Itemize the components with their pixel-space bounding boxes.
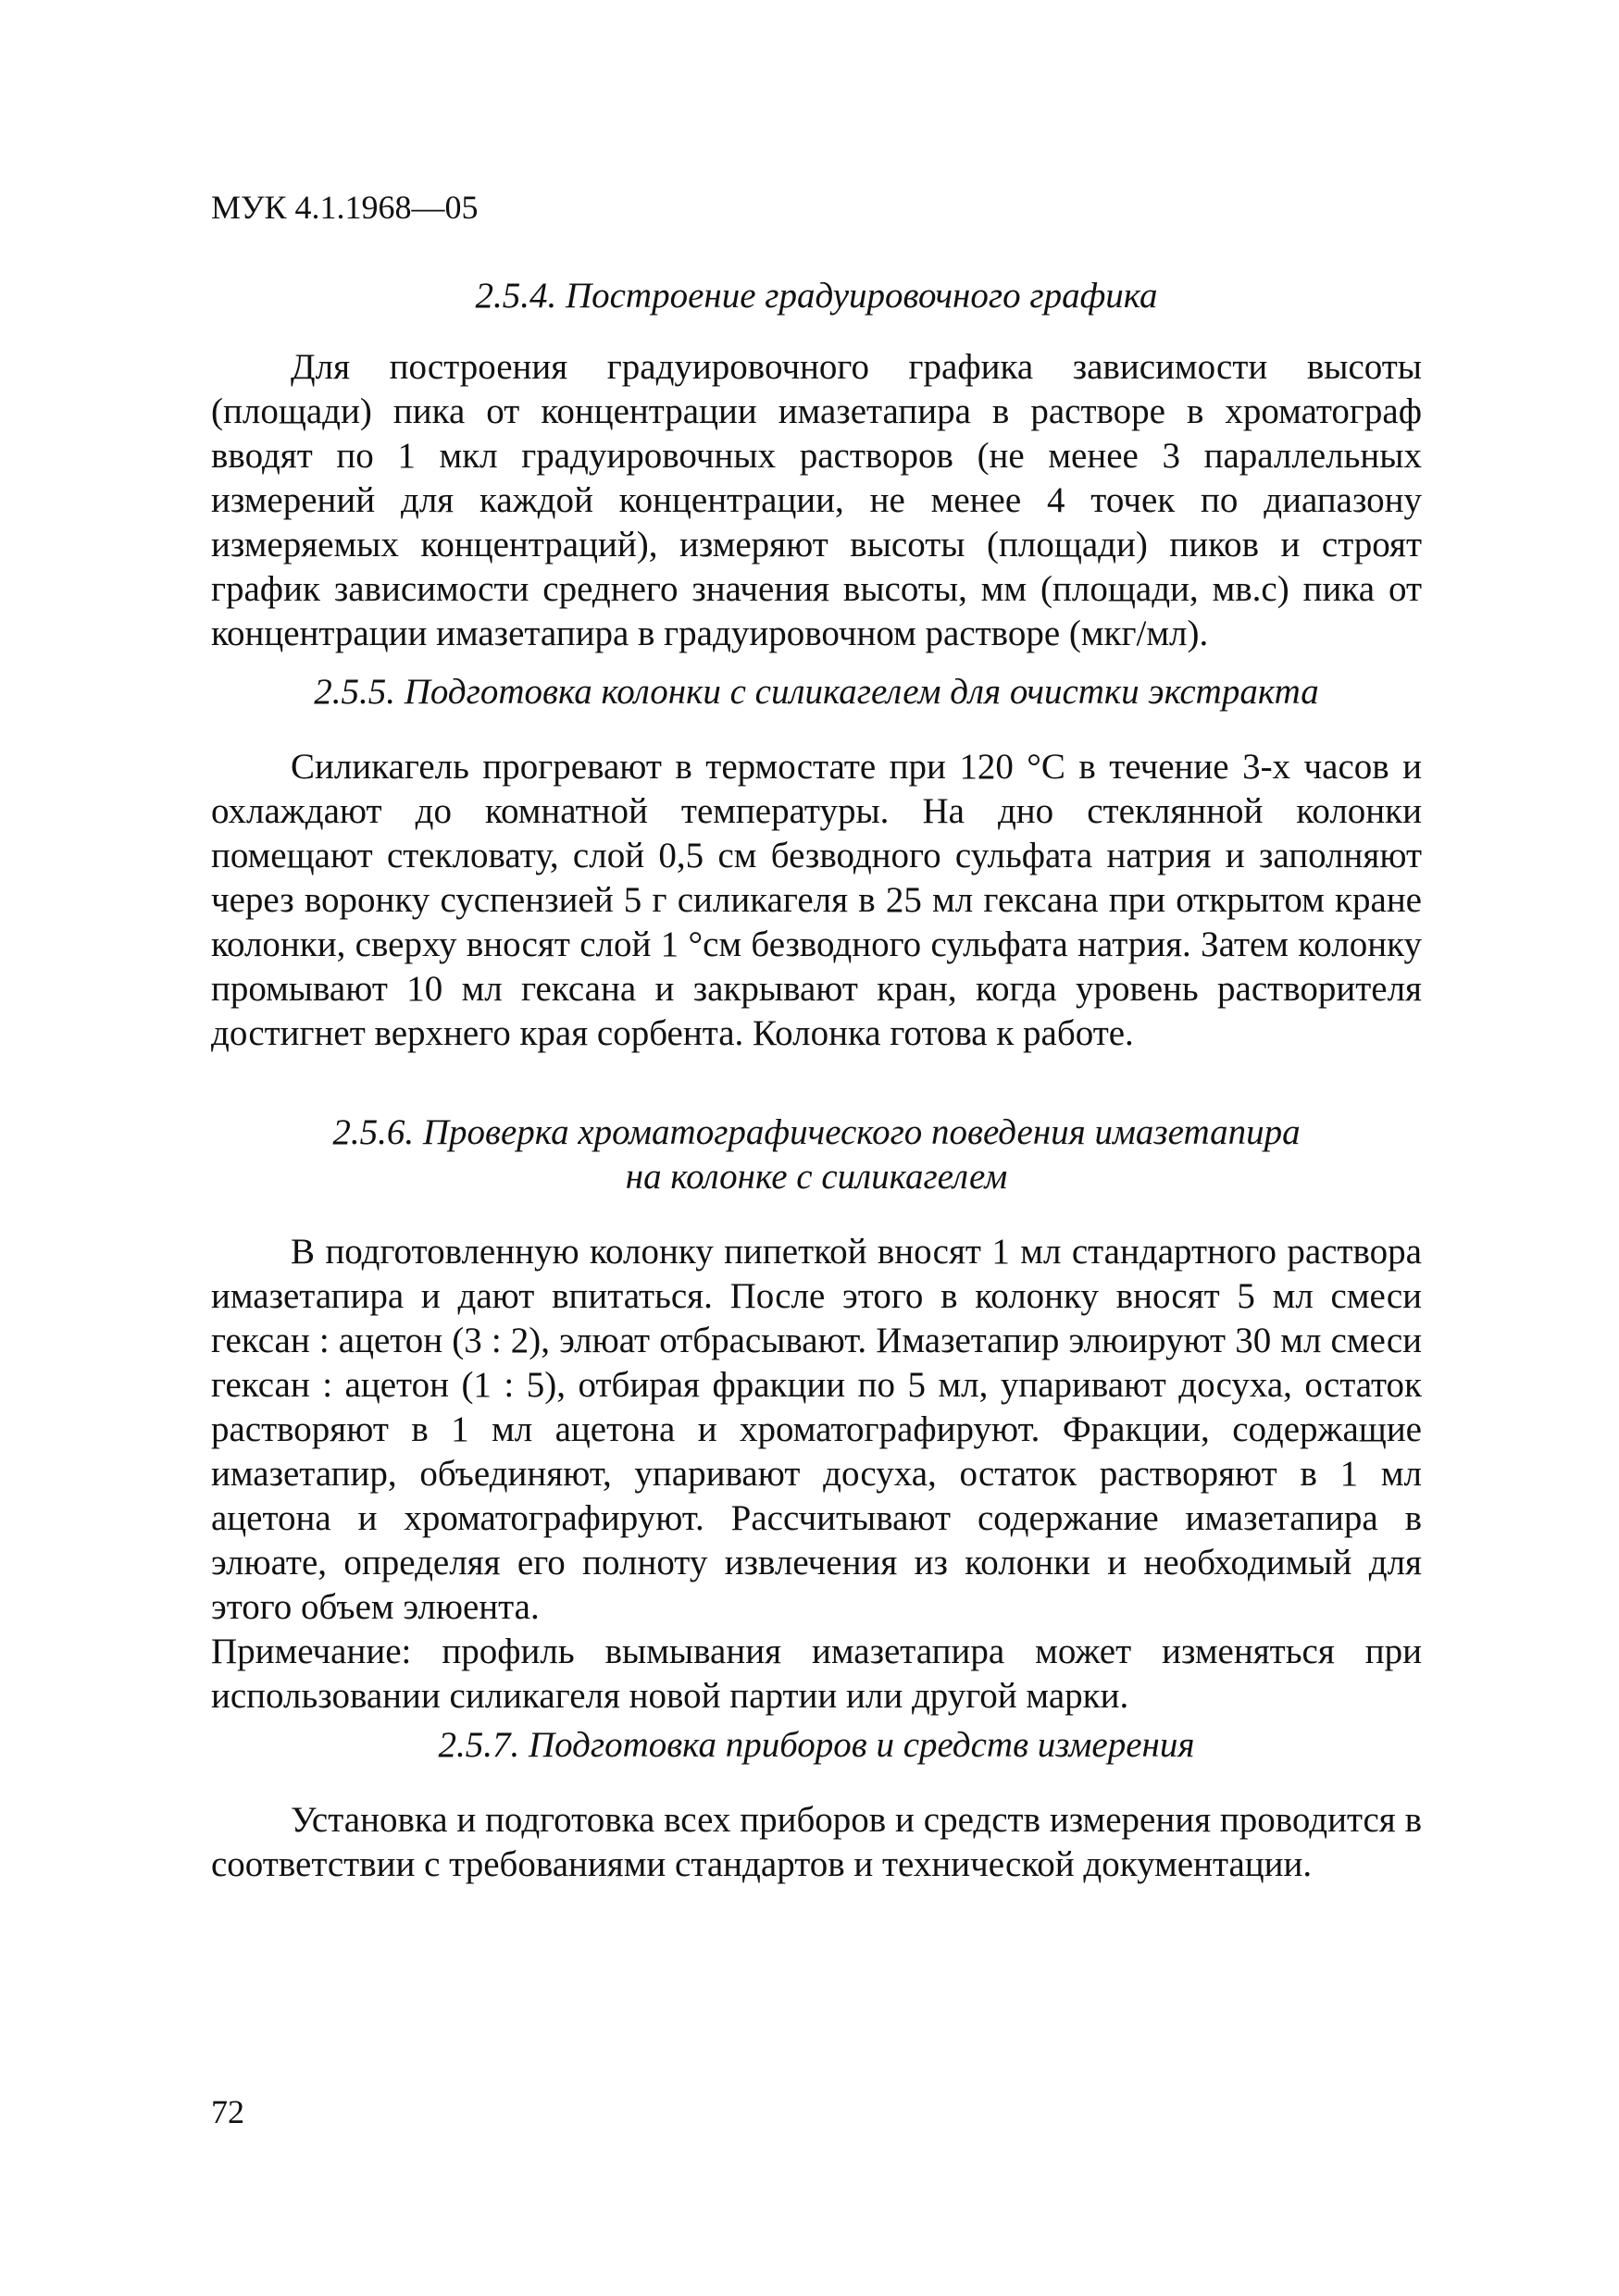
- section-2-5-4: [211, 274, 1422, 656]
- page-number: 72: [211, 2093, 244, 2130]
- section-heading-2-5-6: [211, 1111, 1422, 1199]
- section-2-5-7: [211, 1723, 1422, 1887]
- section-text-2-5-6: В подготовленную колонку пипеткой вносят 1 мл стандартного раствора имазетапира и дают впитаться. После этого в колонку вносят 5 мл смеси гексан : ацетон (3 : 2), элюат отбрасывают. Имазетапир элюируют 30 мл смеси гексан : ацетон (1 : 5), отбирая фракции по 5 мл, упаривают досуха, остаток растворяют в 1 мл ацетона и хроматографируют. Фракции, содержащие имазетапир, объединяют, упаривают досуха, остаток растворяют в 1 мл ацетона и хроматографируют. Рассчитывают содержание имазетапира в элюате, определяя его полноту извлечения из колонки и необходимый для этого объем элюента.: [211, 1232, 1422, 1627]
- section-heading-2-5-4: 2.5.4. Построение градуировочного графика: [475, 276, 1158, 316]
- section-note-2-5-6: Примечание: профиль вымывания имазетапира может изменяться при использовании силикагеля новой партии или другой марки.: [211, 1632, 1422, 1716]
- document-code: МУК 4.1.1968—05: [211, 189, 479, 226]
- section-heading-2-5-6-line1: 2.5.6. Проверка хроматографического поведения имазетапира: [332, 1112, 1301, 1152]
- section-2-5-5: [211, 670, 1422, 1056]
- section-text-2-5-5: Силикагель прогревают в термостате при 120 °С в течение 3-х часов и охлаждают до комнатной температуры. На дно стеклянной колонки помещают стекловату, слой 0,5 см безводного сульфата натрия и заполняют через воронку суспензией 5 г силикагеля в 25 мл гексана при открытом кране колонки, сверху вносят слой 1 °см безводного сульфата натрия. Затем колонку промывают 10 мл гексана и закрывают кран, когда уровень растворителя достигнет верхнего края сорбента. Колонка готова к работе.: [211, 747, 1422, 1053]
- section-heading-2-5-6-line2: на колонке с силикагелем: [625, 1157, 1008, 1197]
- section-text-2-5-7: Установка и подготовка всех приборов и средств измерения проводится в соответствии с требованиями стандартов и технической документации.: [211, 1800, 1422, 1884]
- section-text-2-5-4: Для построения градуировочного графика зависимости высоты (площади) пика от концентрации имазетапира в растворе в хроматограф вводят по 1 мкл градуировочных растворов (не менее 3 параллельных измерений для каждой концентрации, не менее 4 точек по диапазону измеряемых концентраций), измеряют высоты (площади) пиков и строят график зависимости среднего значения высоты, мм (площади, мв.с) пика от концентрации имазетапира в градуировочном растворе (мкг/мл).: [211, 347, 1422, 653]
- section-heading-2-5-7: 2.5.7. Подготовка приборов и средств измерения: [438, 1725, 1195, 1765]
- section-2-5-6: [211, 1111, 1422, 1719]
- section-heading-2-5-5: 2.5.5. Подготовка колонки с силикагелем для очистки экстракта: [314, 672, 1319, 712]
